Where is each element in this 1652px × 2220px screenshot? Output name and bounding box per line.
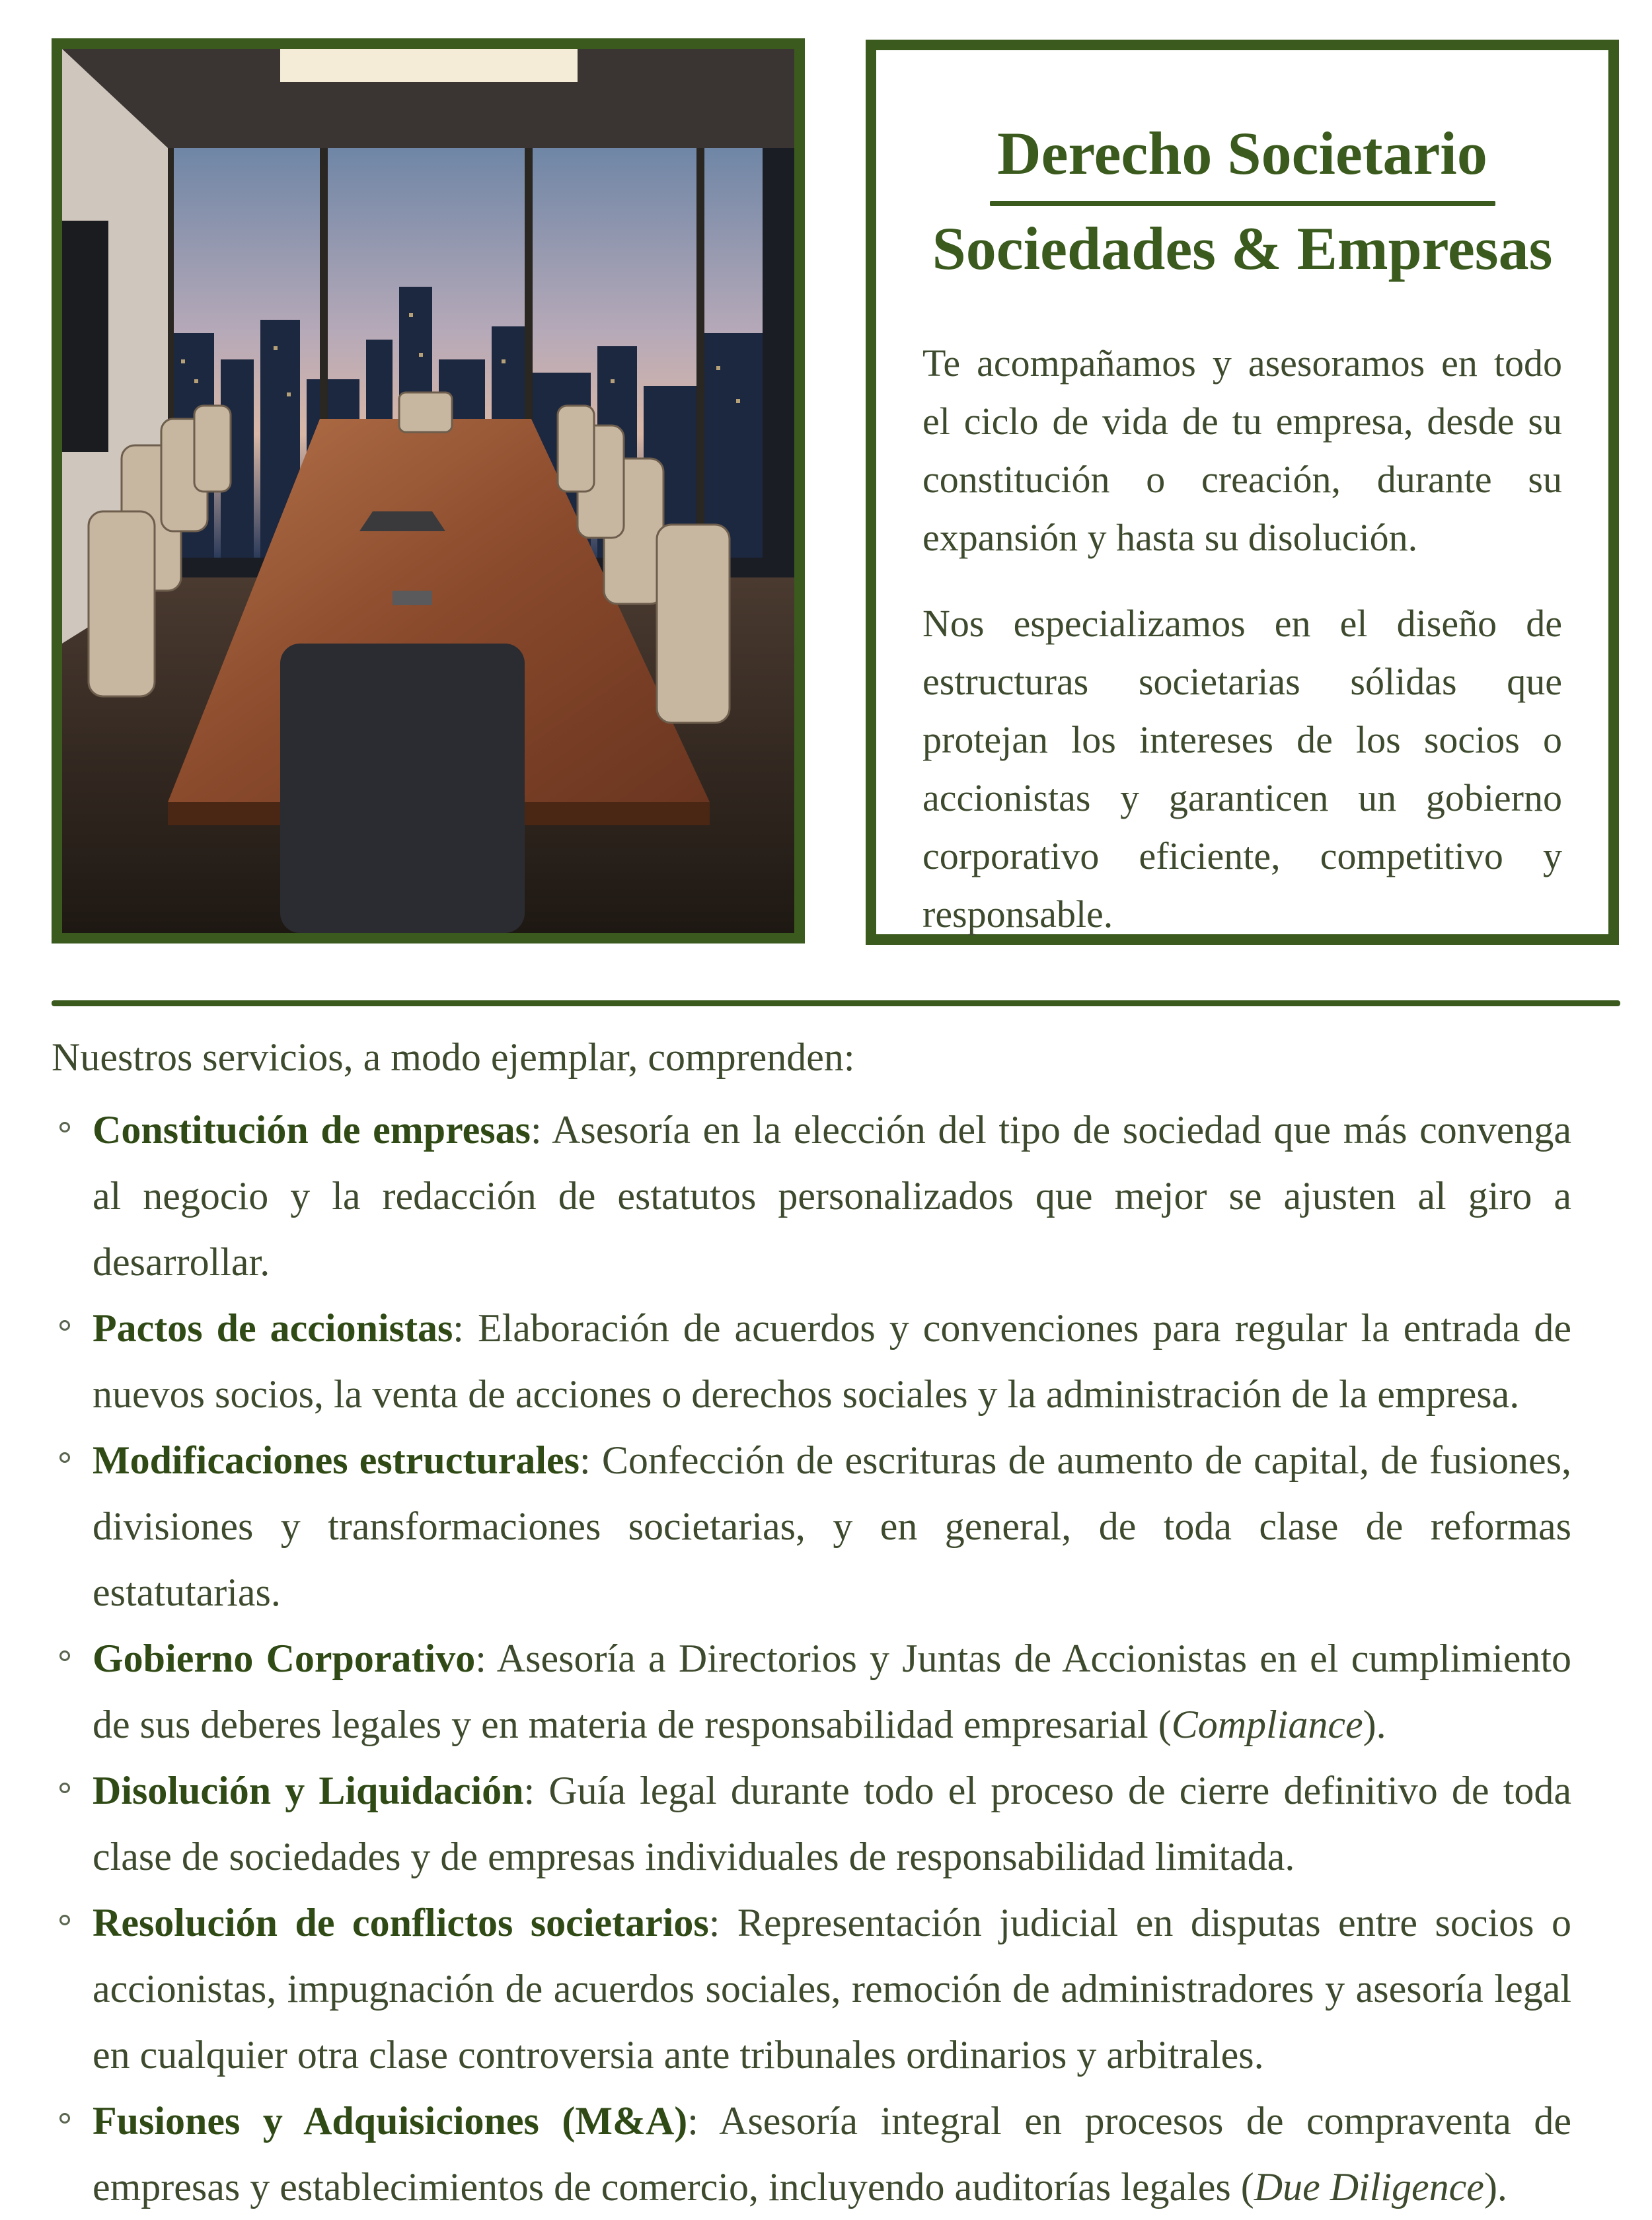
intro-text bbox=[922, 334, 1562, 971]
service-item bbox=[52, 1890, 1571, 2088]
bullet-circle-icon bbox=[59, 1452, 70, 1463]
bullet-circle-icon bbox=[59, 1783, 70, 1793]
service-item bbox=[52, 1758, 1571, 1890]
intro-paragraph: Nos especializamos en el diseño de estructuras societarias sólidas que protejan los intereses de los socios o accionistas y garanticen un gobierno corporativo eficiente, competitivo y responsable. bbox=[922, 602, 1562, 936]
service-desc: : Representación judicial en disputas entre socios o accionistas, impugnación de acuerdos sociales, remoción de administradores y asesoría legal en cualquier otra clase controversia ante tribunales ordinarios y arbitrales. bbox=[93, 1901, 1571, 2077]
service-desc: : Asesoría integral en procesos de compraventa de empresas y establecimientos de comercio, incluyendo auditorías legales ( bbox=[93, 2099, 1571, 2209]
service-desc: : Guía legal durante todo el proceso de cierre definitivo de toda clase de sociedades y de empresas individuales de responsabilidad limitada. bbox=[93, 1769, 1571, 1878]
service-tail: ). bbox=[1483, 2165, 1507, 2209]
service-italic: Due Diligence bbox=[1254, 2165, 1484, 2209]
boardroom-illustration bbox=[62, 49, 794, 933]
service-item bbox=[52, 1625, 1571, 1758]
boardroom-photo bbox=[52, 38, 805, 944]
service-term: Gobierno Corporativo bbox=[93, 1637, 476, 1680]
section-divider bbox=[52, 1000, 1620, 1006]
service-desc: : Asesoría a Directorios y Juntas de Accionistas en el cumplimiento de sus deberes legales y en materia de responsabilidad empresarial ( bbox=[93, 1637, 1571, 1746]
bullet-circle-icon bbox=[59, 2113, 70, 2124]
service-item bbox=[52, 1097, 1571, 1295]
service-term: Modificaciones estructurales bbox=[93, 1438, 580, 1482]
service-item bbox=[52, 2088, 1571, 2220]
service-term: Pactos de accionistas bbox=[93, 1306, 453, 1350]
page-subtitle: Sociedades & Empresas bbox=[932, 215, 1553, 282]
bullet-circle-icon bbox=[59, 1320, 70, 1331]
service-desc: : Confección de escrituras de aumento de capital, de fusiones, divisiones y transformaciones societarias, y en general, de toda clase de reformas estatutarias. bbox=[93, 1438, 1571, 1614]
services-list bbox=[52, 1097, 1571, 2220]
service-desc: : Elaboración de acuerdos y convenciones para regular la entrada de nuevos socios, la venta de acciones o derechos sociales y la administración de la empresa. bbox=[93, 1306, 1571, 1416]
bullet-circle-icon bbox=[59, 1122, 70, 1132]
bullet-circle-icon bbox=[59, 1915, 70, 1925]
service-item bbox=[52, 1427, 1571, 1625]
service-term: Resolución de conflictos societarios bbox=[93, 1901, 709, 1944]
page-title: Derecho Societario bbox=[997, 120, 1487, 187]
service-term: Fusiones y Adquisiciones (M&A) bbox=[93, 2099, 688, 2143]
title-underline bbox=[990, 201, 1495, 206]
service-tail: ). bbox=[1363, 1703, 1386, 1746]
bullet-circle-icon bbox=[59, 1650, 70, 1661]
service-desc: : Asesoría en la elección del tipo de sociedad que más convenga al negocio y la redacción de estatutos personalizados que mejor se ajusten al giro a desarrollar. bbox=[93, 1108, 1572, 1284]
service-item bbox=[52, 1295, 1571, 1427]
title-card bbox=[866, 40, 1619, 945]
intro-paragraph: Te acompañamos y asesoramos en todo el ciclo de vida de tu empresa, desde su constitución o creación, durante su expansión y hasta su disolución. bbox=[922, 342, 1562, 559]
services-intro: Nuestros servicios, a modo ejemplar, comprenden: bbox=[52, 1035, 855, 1079]
service-term: Disolución y Liquidación bbox=[93, 1769, 524, 1812]
service-term: Constitución de empresas bbox=[93, 1108, 531, 1152]
service-italic: Compliance bbox=[1171, 1703, 1363, 1746]
